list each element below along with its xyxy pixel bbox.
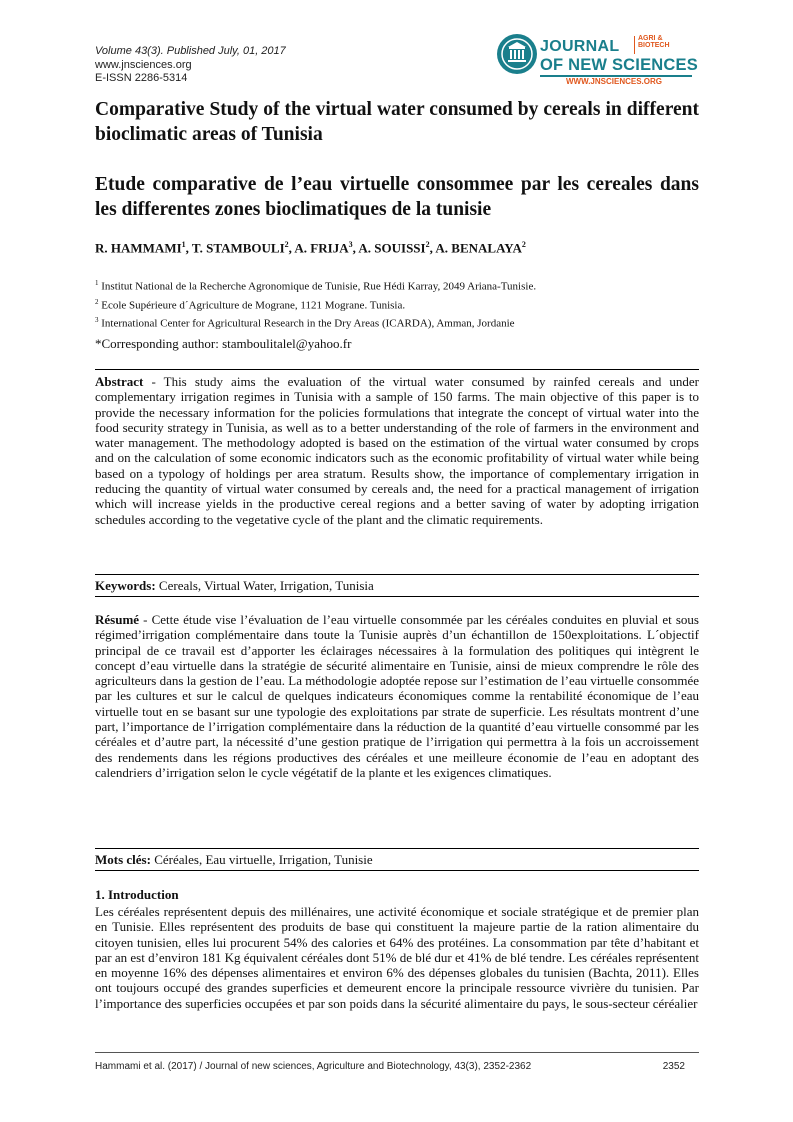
mots-label: Mots clés: bbox=[95, 852, 151, 867]
page-footer bbox=[95, 1061, 699, 1072]
page-number: 2352 bbox=[662, 1061, 685, 1072]
logo-divider bbox=[634, 36, 635, 54]
logo-journal-text: JOURNAL bbox=[540, 38, 620, 55]
journal-globe-icon bbox=[496, 33, 538, 75]
author-sup: 2 bbox=[284, 240, 289, 249]
resume-label: Résumé bbox=[95, 612, 140, 627]
affiliation-item: $^3$ International Center for Agricultural Research in the Dry Areas (ICARDA), Amman, Jordanie bbox=[95, 316, 515, 330]
affiliation-item: $^1$ Institut National de la Recherche Agronomique de Tunisie, Rue Hédi Karray, 2049 Ariana-Tunisie. bbox=[95, 279, 537, 293]
eissn-line: E-ISSN 2286-5314 bbox=[95, 72, 188, 84]
keywords bbox=[95, 578, 699, 593]
author-name: A. SOUISSI bbox=[358, 240, 426, 256]
author-list: R. HAMMAMI$^1$, T. STAMBOULI$^2$, A. FRIJA$^3$, A. SOUISSI$^2$, A. BENALAYA$^2$ bbox=[95, 240, 526, 256]
journal-logo bbox=[496, 33, 701, 89]
author-name: R. HAMMAMI bbox=[95, 240, 182, 256]
keywords-top-rule bbox=[95, 574, 699, 575]
introduction-text: Les céréales représentent depuis des millénaires, une activité économique et sociale stratégique et de premier plan en Tunisie. Elles représentent des produits de base qui constituent la majeure partie de la ration alimentaire du citoyen tunisien, elles lui procurent 54% des calories et 64% des protéines. La consommation par tête d’habitant et par an est d’environ 181 Kg équivalent céréales dont 51% de blé dur et 41% de blé tendre. Les céréales représentent en moyenne 16% des dépenses alimentaires et environ 6% des dépenses globales du tunisien (Bachta, 2011). Elles ont toujours occupé des grandes superficies et demeurent encore la principale ressource vivrière du tunisien. Par l’importance des superficies occupées et par son poids dans la sécurité alimentaire du pays, le sous-secteur céréalier bbox=[95, 904, 699, 1011]
corresponding-author: *Corresponding author: stamboulitalel@yahoo.fr bbox=[95, 336, 352, 351]
footer-citation: Hammami et al. (2017) / Journal of new sciences, Agriculture and Biotechnology, 43(3), 2352-2362 bbox=[95, 1061, 532, 1072]
abstract bbox=[95, 374, 699, 527]
volume-line: Volume 43(3). Published July, 01, 2017 bbox=[95, 45, 286, 57]
keywords-text: Cereals, Virtual Water, Irrigation, Tunisia bbox=[155, 578, 374, 593]
title-english: Comparative Study of the virtual water consumed by cereals in different bioclimatic areas of Tunisia bbox=[95, 99, 699, 145]
abstract-text: - This study aims the evaluation of the virtual water consumed by rainfed cereals and under complementary irrigation regimes in Tunisia with a sample of 150 farms. The main objective of this paper is to provide the necessary information for the policies formulations that integrate the concept of virtual water into the food security strategy in Tunisia, as well as to a better understanding of the role of farmers in the environment and water management. The methodology adopted is based on the estimation of the virtual water consumed by crops and on the calculation of some economic indicators such as the economic profitability of virtual water while being based on a typology of holdings per area stratum. Results show, the importance of complementary irrigation in reducing the quantity of virtual water consumed by cereals and, the need for a practical management of irrigation which will increase yields in the productive cereal regions and a better saving of water by adopting irrigation schedules according to the vegetative cycle of the plant and the climatic requirements. bbox=[95, 374, 699, 527]
mots-text: Céréales, Eau virtuelle, Irrigation, Tunisie bbox=[150, 852, 373, 867]
author-sup: 2 bbox=[521, 240, 526, 249]
journal-header-info bbox=[95, 45, 286, 86]
author-sup: 1 bbox=[181, 240, 186, 249]
abstract-top-rule bbox=[95, 369, 699, 370]
mots-bottom-rule bbox=[95, 870, 699, 871]
logo-url-text: WWW.JNSCIENCES.ORG bbox=[566, 77, 663, 86]
mots-top-rule bbox=[95, 848, 699, 849]
resume-text: - Cette étude vise l’évaluation de l’eau virtuelle consommée par les céréales conduites en pluvial et sous régimed’irrigation complémentaire dans toute la Tunisie auprès d’un échantillon de 150exploitations. L´objectif principal de ce travail est d’apporter les éclairages nécessaires à la formulation des politiques qui intègrent le concept d’eau virtuelle dans la stratégie de sécurité alimentaire en Tunisie, ainsi de mieux comprendre le rôle des agriculteurs dans la gestion de l’eau. La méthodologie adoptée repose sur l’estimation de l’eau virtuelle consommée par les cultures et sur le calcul de quelques indicateurs économiques comme la rentabilité économique de l’eau virtuelle tout en se basant sur une typologie des exploitations par strate de superficie. Les résultats montrent d’une part, l’importance de l’irrigation complémentaire dans la réduction de la quantité d’eau virtuelle consommé par les céréales et d’autre part, la nécessité d’une gestion pratique de l’irrigation qui permettra à la fois un accroissement des rendements dans les régions productives des céréales et une meilleure économie de l’eau en adoptant des calendriers d’irrigation selon le cycle végétatif de la plante et les exigences climatiques. bbox=[95, 612, 699, 780]
logo-agri-biotech-text: AGRI & BIOTECH bbox=[638, 35, 670, 49]
footer-rule bbox=[95, 1052, 699, 1053]
affiliations bbox=[95, 276, 699, 332]
keywords-bottom-rule bbox=[95, 596, 699, 597]
section-heading-introduction: 1. Introduction bbox=[95, 887, 179, 902]
title-french: Etude comparative de l’eau virtuelle consommee par les cereales dans les differentes zones bioclimatiques de la tunisie bbox=[95, 174, 699, 220]
logo-new-sciences-text: OF NEW SCIENCES bbox=[540, 56, 698, 74]
keywords-label: Keywords: bbox=[95, 578, 156, 593]
resume bbox=[95, 612, 699, 780]
author-name: A. BENALAYA bbox=[435, 240, 522, 256]
abstract-label: Abstract bbox=[95, 374, 144, 389]
mots-cles bbox=[95, 852, 699, 867]
website-line: www.jnsciences.org bbox=[95, 58, 192, 71]
author-sup: 3 bbox=[348, 240, 353, 249]
author-sup: 2 bbox=[425, 240, 430, 249]
affiliation-item: $^2$ Ecole Supérieure d´Agriculture de Mograne, 1121 Mograne. Tunisia. bbox=[95, 297, 406, 312]
author-name: A. FRIJA bbox=[294, 240, 349, 256]
author-name: T. STAMBOULI bbox=[191, 240, 285, 256]
